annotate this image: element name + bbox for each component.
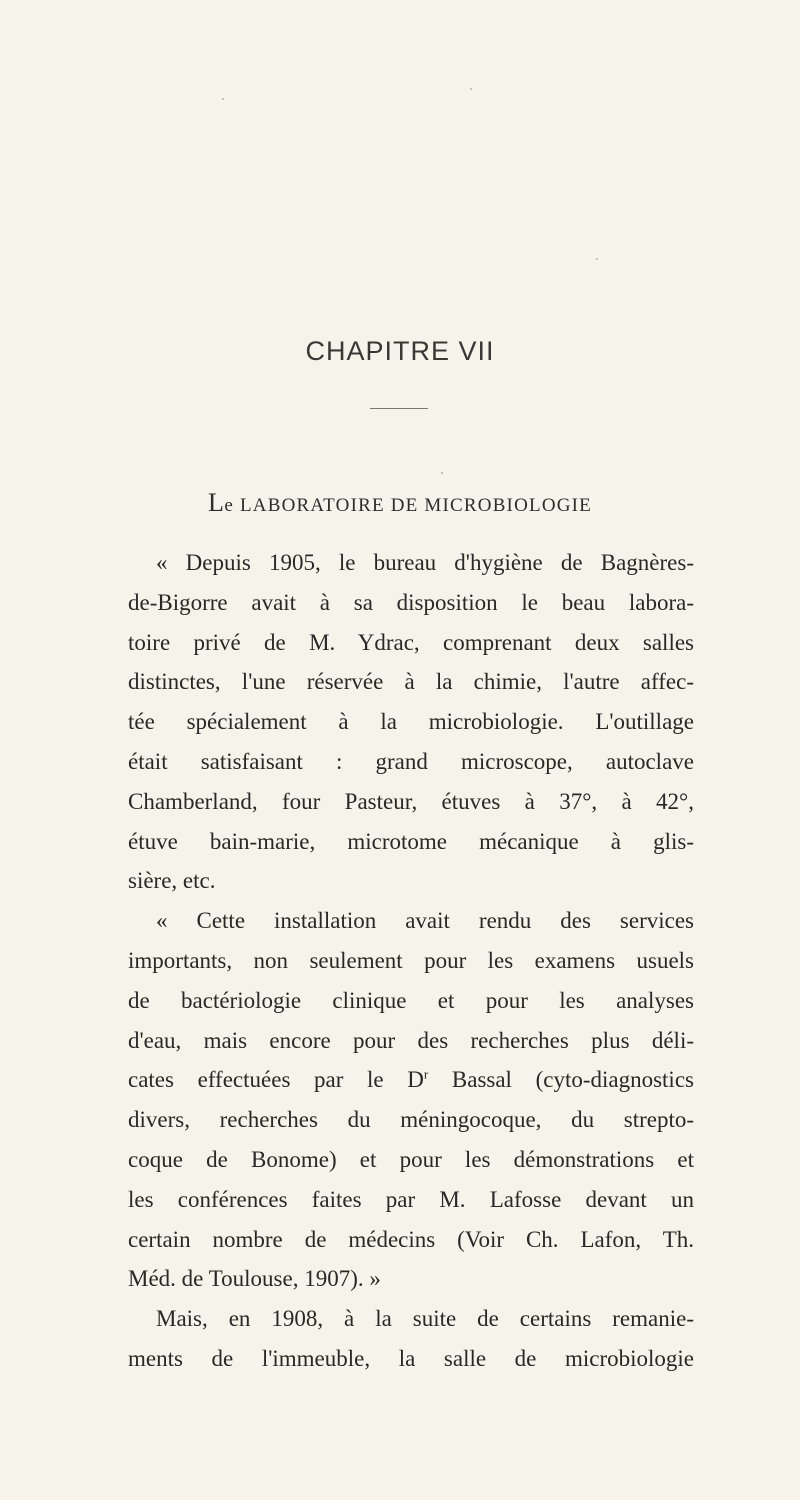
paper-speck: [441, 472, 443, 474]
text-line: toire privé de M. Ydrac, comprenant deux salles: [128, 629, 694, 655]
text-line: coque de Bonome) et pour les démonstrations et: [128, 1146, 694, 1172]
text-line: « Depuis 1905, le bureau d'hygiène de Bagnères-: [156, 550, 694, 575]
text-line: importants, non seulement pour les examens usuels: [128, 947, 694, 973]
text-line: Chamberland, four Pasteur, étuves à 37°, à 42°,: [128, 788, 694, 814]
text-line-with-superscript: [128, 1060, 694, 1100]
chapter-heading: CHAPITRE VII: [305, 336, 495, 366]
paper-speck: [222, 98, 224, 100]
body-text: [128, 543, 694, 1379]
text-line: Mais, en 1908, à la suite de certains remanie-: [156, 1306, 694, 1332]
text-line: d'eau, mais encore pour des recherches plus déli-: [128, 1027, 694, 1053]
paper-speck: [470, 88, 472, 90]
text-fragment: cates effectuées par le D: [128, 1067, 424, 1093]
text-line: de-Bigorre avait à sa disposition le beau labora-: [128, 589, 694, 615]
text-line: sière, etc.: [128, 868, 216, 894]
section-title: [0, 488, 800, 518]
paper-speck: [596, 258, 598, 260]
text-line: ments de l'immeuble, la salle de microbiologie: [128, 1345, 694, 1371]
text-line: distinctes, l'une réservée à la chimie, l'autre affec-: [128, 669, 694, 695]
text-line: étuve bain-marie, microtome mécanique à glis-: [128, 828, 694, 854]
text-line: « Cette installation avait rendu des services: [156, 908, 694, 934]
text-line: Méd. de Toulouse, 1907). »: [128, 1266, 381, 1292]
text-line: tée spécialement à la microbiologie. L'outillage: [128, 709, 694, 735]
text-line: de bactériologie clinique et pour les analyses: [128, 987, 694, 1013]
superscript: r: [423, 1066, 429, 1082]
heading-divider: [370, 408, 428, 409]
text-line: divers, recherches du méningocoque, du strepto-: [128, 1107, 694, 1133]
section-title-initial: L: [208, 488, 225, 517]
text-line: était satisfaisant : grand microscope, autoclave: [128, 748, 694, 774]
text-line: certain nombre de médecins (Voir Ch. Lafon, Th.: [128, 1226, 694, 1252]
section-title-rest: e LABORATOIRE DE MICROBIOLOGIE: [224, 495, 592, 516]
text-line: les conférences faites par M. Lafosse devant un: [128, 1186, 694, 1212]
text-fragment: Bassal (cyto-diagnostics: [428, 1067, 694, 1093]
